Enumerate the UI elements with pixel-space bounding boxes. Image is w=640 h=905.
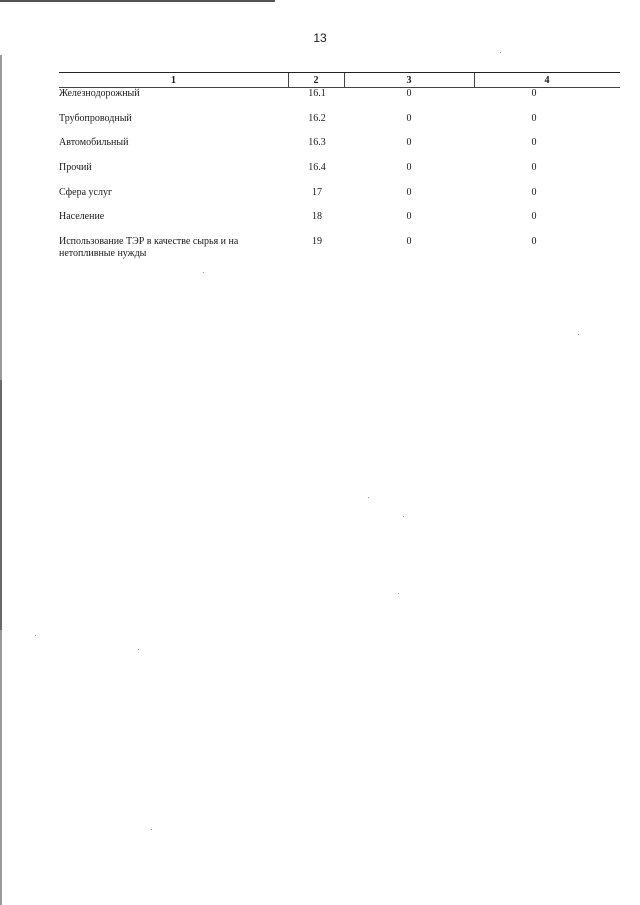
- scan-speck: [578, 334, 579, 335]
- table-row: [59, 187, 620, 212]
- row-label: Сфера услуг: [59, 186, 113, 198]
- row-col-4-value: 0: [531, 137, 537, 149]
- data-table: [59, 72, 620, 261]
- row-col-3-value: 0: [406, 112, 412, 124]
- row-col-4-value: 0: [531, 236, 537, 248]
- row-code: 17: [312, 186, 322, 198]
- row-label: Автомобильный: [59, 137, 129, 149]
- table-row: [59, 88, 620, 113]
- row-col-4-value: 0: [531, 88, 537, 99]
- row-label: Использование ТЭР в качестве сырья и на нетопливные нужды: [59, 236, 239, 260]
- row-col-3-value: 0: [406, 211, 412, 223]
- row-label: Трубопроводный: [59, 112, 132, 124]
- header-col-3: 3: [406, 75, 412, 86]
- row-code: 16.3: [308, 137, 326, 149]
- table-row: [59, 236, 620, 261]
- row-code: 19: [312, 236, 322, 248]
- scan-speck: [138, 649, 139, 650]
- row-col-4-value: 0: [531, 162, 537, 174]
- row-col-4-value: 0: [531, 186, 537, 198]
- scan-speck: [368, 497, 369, 498]
- table-row: [59, 162, 620, 187]
- row-col-3-value: 0: [406, 186, 412, 198]
- header-col-2: 2: [313, 75, 319, 86]
- scan-speck: [151, 829, 152, 830]
- row-col-3-value: 0: [406, 162, 412, 174]
- row-label: Прочий: [59, 162, 92, 174]
- table-header: [59, 72, 620, 88]
- scan-speck: [35, 635, 36, 636]
- header-col-1: 1: [171, 75, 176, 86]
- row-col-3-value: 0: [406, 236, 412, 248]
- scan-speck: [403, 516, 404, 517]
- table-body: [59, 88, 620, 261]
- scan-speck: [500, 52, 501, 53]
- row-col-4-value: 0: [531, 112, 537, 124]
- scan-edge-left-dark: [0, 380, 2, 630]
- scan-speck: [203, 272, 204, 273]
- row-code: 18: [312, 211, 322, 223]
- page-number: 13: [313, 31, 327, 45]
- table-row: [59, 211, 620, 236]
- row-code: 16.4: [308, 162, 326, 174]
- row-label: Железнодорожный: [59, 88, 140, 99]
- row-label: Население: [59, 211, 105, 223]
- row-col-3-value: 0: [406, 88, 412, 99]
- table-row: [59, 137, 620, 162]
- row-code: 16.2: [308, 112, 326, 124]
- header-col-4: 4: [544, 75, 550, 86]
- row-col-4-value: 0: [531, 211, 537, 223]
- row-col-3-value: 0: [406, 137, 412, 149]
- scan-speck: [398, 593, 399, 594]
- row-code: 16.1: [308, 88, 326, 99]
- table-row: [59, 113, 620, 138]
- scan-edge-top: [0, 0, 275, 2]
